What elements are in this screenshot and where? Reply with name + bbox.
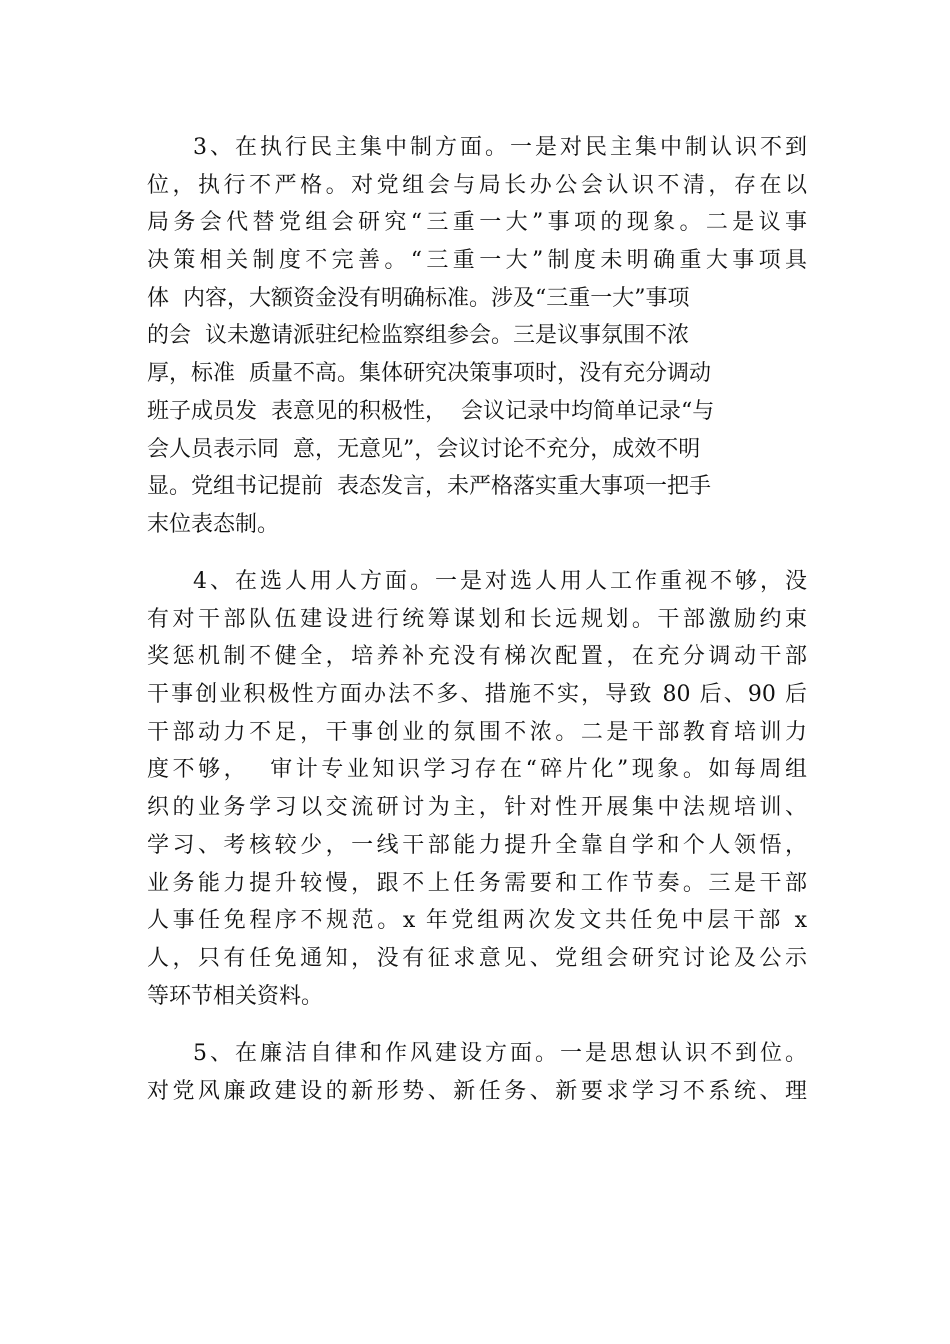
text-line: 会人员表示同 意，无意见”，会议讨论不充分，成效不明 <box>147 436 701 462</box>
text-line: 人事任免程序不规范。x 年党组两次发文共任免中层干部 x <box>147 908 807 934</box>
text-line: 干部动力不足，干事创业的氛围不浓。二是干部教育培训力 <box>147 719 807 745</box>
text-line: 业务能力提升较慢，跟不上任务需要和工作节奏。三是干部 <box>147 870 807 896</box>
paragraph-democratic-centralism <box>147 129 807 544</box>
paragraph-integrity-discipline <box>147 1035 807 1110</box>
text-line: 局务会代替党组会研究“三重一大”事项的现象。二是议事 <box>147 210 807 236</box>
text-line: 5、在廉洁自律和作风建设方面。一是思想认识不到位。 <box>193 1041 807 1066</box>
text-line: 对党风廉政建设的新形势、新任务、新要求学习不系统、理 <box>147 1078 807 1104</box>
text-line: 奖惩机制不健全，培养补充没有梯次配置，在充分调动干部 <box>147 644 807 670</box>
text-line: 位，执行不严格。对党组会与局长办公会认识不清，存在以 <box>147 172 807 198</box>
text-line: 厚，标准 质量不高。集体研究决策事项时，没有充分调动 <box>147 361 711 387</box>
text-line: 有对干部队伍建设进行统筹谋划和长远规划。干部激励约束 <box>147 606 807 632</box>
text-line: 的会 议未邀请派驻纪检监察组参会。三是议事氛围不浓 <box>147 323 689 349</box>
text-line: 决策相关制度不完善。“三重一大”制度未明确重大事项具 <box>147 248 807 274</box>
text-line: 人，只有任免通知，没有征求意见、党组会研究讨论及公示 <box>147 945 807 971</box>
text-line: 3、在执行民主集中制方面。一是对民主集中制认识不到 <box>193 135 807 160</box>
text-line: 班子成员发 表意见的积极性， 会议记录中均简单记录“与 <box>147 398 715 424</box>
text-line: 度不够， 审计专业知识学习存在“碎片化”现象。如每周组 <box>147 757 807 783</box>
text-line: 等环节相关资料。 <box>147 983 324 1009</box>
text-line: 干事创业积极性方面办法不多、措施不实，导致 80 后、90 后 <box>147 682 807 708</box>
text-line: 学习、考核较少，一线干部能力提升全靠自学和个人领悟， <box>147 832 807 858</box>
text-line: 显。党组书记提前 表态发言，未严格落实重大事项一把手 <box>147 474 711 500</box>
text-line: 4、在选人用人方面。一是对选人用人工作重视不够，没 <box>193 569 807 594</box>
text-line: 体 内容，大额资金没有明确标准。涉及“三重一大”事项 <box>147 285 690 311</box>
text-line: 织的业务学习以交流研讨为主，针对性开展集中法规培训、 <box>147 795 807 821</box>
text-line: 末位表态制。 <box>147 511 280 537</box>
paragraph-personnel-selection <box>147 563 807 1015</box>
